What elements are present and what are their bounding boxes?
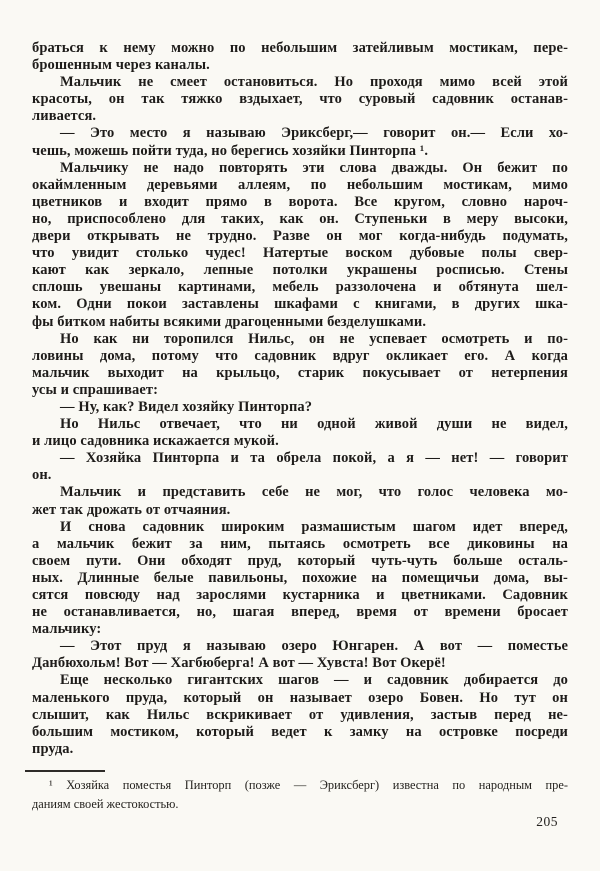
text-line: брошенным через каналы.: [32, 57, 210, 74]
text-line: мальчик выходит на крыльцо, старик покусывает от нетерпения: [32, 364, 568, 381]
text-line: браться к нему можно по небольшим затейливым мостикам, пере-: [32, 40, 568, 56]
text-line: чешь, можешь пойти туда, но берегись хозяйки Пинторпа ¹.: [32, 142, 429, 159]
text-line: сятся повсюду над зарослями кустарника и цветниками. Садовник: [32, 587, 568, 603]
body-text: [32, 40, 568, 758]
text-line: и лицо садовника искажается мукой.: [32, 433, 279, 450]
text-line: Мальчик и представить себе не мог, что голос человека мо-: [60, 484, 568, 501]
text-line: Данбюхольм! Вот — Хагбюберга! А вот — Хувста! Вот Окерё!: [32, 655, 446, 672]
text-line: окаймленным деревьями аллеям, по небольшим мостикам, мимо: [32, 176, 568, 193]
text-line: кают как зеркало, лепные потолки украшены росписью. Стены: [32, 262, 568, 279]
text-line: Мальчику не надо повторять эти слова дважды. Он бежит по: [60, 159, 568, 176]
text-line: не останавливается, но, шагая вперед, время от времени бросает: [32, 604, 568, 621]
text-line: мальчику:: [32, 621, 102, 638]
text-line: жет так дрожать от отчаяния.: [32, 501, 231, 518]
text-line: — Ну, как? Видел хозяйку Пинторпа?: [60, 398, 313, 415]
text-line: Но Нильс отвечает, что ни одной живой души не видел,: [60, 416, 568, 433]
footnote-rule: [25, 770, 105, 772]
text-line: — Этот пруд я называю озеро Юнгарен. А вот — поместье: [60, 638, 568, 655]
page-number: 205: [536, 814, 558, 829]
text-line: красоты, он так тяжко вздыхает, что суровый садовник останав-: [32, 91, 568, 108]
text-line: фы битком набиты всякими драгоценными безделушками.: [32, 313, 427, 330]
text-line: усы и спрашивает:: [32, 381, 159, 398]
footnote: [32, 776, 568, 813]
text-line: И снова садовник широким размашистым шагом идет вперед,: [60, 518, 568, 535]
text-line: ных. Длинные белые павильоны, похожие на помещичьи дома, вы-: [32, 569, 568, 586]
text-line: — Это место я называю Эриксберг,— говорит он.— Если хо-: [60, 125, 568, 142]
text-line: ком. Одни покои заставлены шкафами с книгами, в других шка-: [32, 296, 568, 313]
text-line: ¹ Хозяйка поместья Пинторп (позже — Эриксберг) известна по народным пре-: [49, 778, 568, 792]
text-line: Мальчик не смеет остановиться. Но проходя мимо всей этой: [60, 74, 568, 91]
text-line: но, приспособлено для таких, как он. Ступеньки в меру высоки,: [32, 210, 568, 227]
text-line: слышит, как Нильс вскрикивает от удивления, застыв перед не-: [32, 706, 568, 723]
text-line: пруда.: [32, 740, 74, 757]
text-line: цветников и входит прямо в ворота. Все кругом, словно нароч-: [32, 193, 568, 210]
text-line: Но как ни торопился Нильс, он не успевает осмотреть и по-: [60, 330, 568, 347]
text-line: сплошь увешаны картинами, мебель раззолочена и обтянута шел-: [32, 279, 568, 296]
text-line: маленького пруда, который он называет озеро Бовен. Но тут он: [32, 689, 568, 706]
text-line: ловины дома, потому что садовник вдруг окликает его. А когда: [32, 347, 568, 364]
text-line: он.: [32, 467, 52, 484]
text-line: что увидит столько чудес! Натертые воском дубовые полы свер-: [32, 245, 568, 262]
text-line: а мальчик бежит за ним, пытаясь осмотреть все диковины на: [32, 535, 568, 552]
text-line: двери открывать не трудно. Разве он мог когда-нибудь подумать,: [32, 228, 568, 245]
text-line: даниям своей жестокостью.: [32, 796, 179, 811]
text-line: — Хозяйка Пинторпа и та обрела покой, а я — нет! — говорит: [60, 450, 568, 467]
text-line: своем пути. Они обходят пруд, который чуть-чуть больше осталь-: [32, 552, 568, 569]
text-line: Еще несколько гигантских шагов — и садовник добирается до: [60, 672, 568, 689]
text-line: большим мостиком, который ведет к замку на островке посреди: [32, 723, 568, 740]
text-line: ливается.: [32, 108, 97, 125]
